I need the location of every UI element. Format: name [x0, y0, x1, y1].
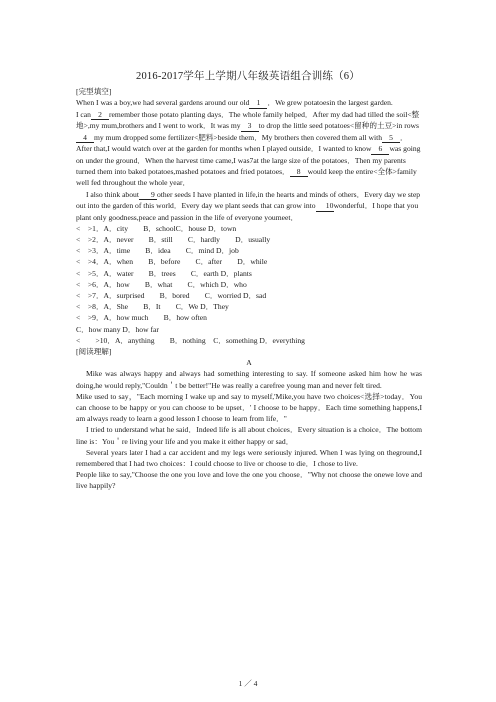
blank-3: 3 [241, 122, 259, 132]
option-line: < >9．A．how much B．how often [76, 313, 207, 323]
blank-6: 6 [371, 145, 389, 155]
reading-paragraph: Mike was always happy and always had something interesting to say. If someone asked him how he was doing,he would reply,"Couldn＇t be better!"He was really a carefree young man and never felt tired. [76, 369, 422, 390]
blank-9: 9 [139, 191, 157, 201]
blank-4: 4 [76, 134, 94, 144]
option-line: < >2．A．never B．still C．hardly D．usually [76, 235, 271, 245]
reading-section-label: A [246, 358, 252, 368]
option-line: C．how many D．how far [76, 324, 159, 334]
reading-paragraph: I tried to understand what he said．Indeed life is all about choices．Every situation is a choice．The bottom line is：You＇re living your life and you make it either happy or sad． [76, 425, 422, 446]
cloze-paragraph-4: I also think about 9 other seeds I have planted in life,in the hearts and minds of others．Every day we step out into the garden of this world．Every day we plant seeds that can grow into 10wonderful．I hope that you plant only goodness,peace and passion in the life of everyone youmeet． [76, 189, 421, 222]
page-title: 2016-2017学年上学期八年级英语组合训练（6） [136, 71, 360, 82]
blank-2: 2 [91, 111, 109, 121]
option-line: < >10．A．anything B．nothing C．something D．everything [76, 335, 305, 345]
blank-5: 5 [382, 134, 400, 144]
blank-8: 8 [290, 168, 308, 178]
option-line: < >3．A．time B．idea C．mind D．job [76, 246, 239, 256]
cloze-paragraph-2: I can 2 remember those potato planting days．The whole family helped．After my dad had tilled the soil<整地>,my mum,brothers and I went to work．It was my 3 to drop the little seed potatoes<留种的土豆>in rows4 my mum dropped some fertilizer<肥料>beside them．My brothers then covered them all with 5 ． [76, 109, 420, 142]
page-number: 1 ／ 4 [238, 679, 258, 688]
option-line: < >1．A．city B．schoolC．house D．town [76, 223, 237, 233]
blank-10: 10 [316, 202, 334, 212]
document-body [76, 86, 422, 492]
reading-paragraph: People like to say,"Choose the one you love and love the one you choose．"Why not choose the onewe love and live happily? [76, 470, 422, 491]
reading-heading: [阅读理解] [76, 347, 112, 357]
reading-paragraph: Mike used to say，"Each morning I wake up and say to myself,'Mike,you have two choices<选择>today．You can choose to be happy or you can choose to be upset．' I choose to be happy．Each time something happens,I am always ready to learn a good lesson I choose to learn from life．" [76, 391, 422, 424]
option-line: < >7．A．surprised B．bored C．worried D．sad [76, 291, 267, 301]
cloze-paragraph-1: When I was a boy,we had several gardens around our old 1 ．We grew potatoesin the largest garden. [76, 98, 393, 108]
option-line: < >5．A．water B．trees C．earth D．plants [76, 268, 252, 278]
option-line: < >4．A．when B．before C．after D．while [76, 257, 268, 267]
reading-paragraph: Several years later I had a car accident and my legs were seriously injured. When I was lying on theground,I remembered that I had two choices：I could choose to live or choose to die．I chose to live. [76, 447, 422, 469]
blank-1: 1 [249, 99, 267, 109]
cloze-paragraph-3: After that,I would watch over at the garden for months when I played outside．I wanted to know 6 was going on under the ground．When the harvest time came,I was7at the large size of the potatoes．Then my parents turned them into baked potatoes,mashed potatoes and fried potatoes． 8 would keep the entire<全体>family well fed throughout the whole year． [76, 144, 421, 188]
option-line: < >6．A．how B．what C．which D．who [76, 279, 247, 289]
cloze-heading: [完型填空] [76, 87, 112, 96]
option-line: < >8．A．She B．It C．We D．They [76, 302, 229, 312]
